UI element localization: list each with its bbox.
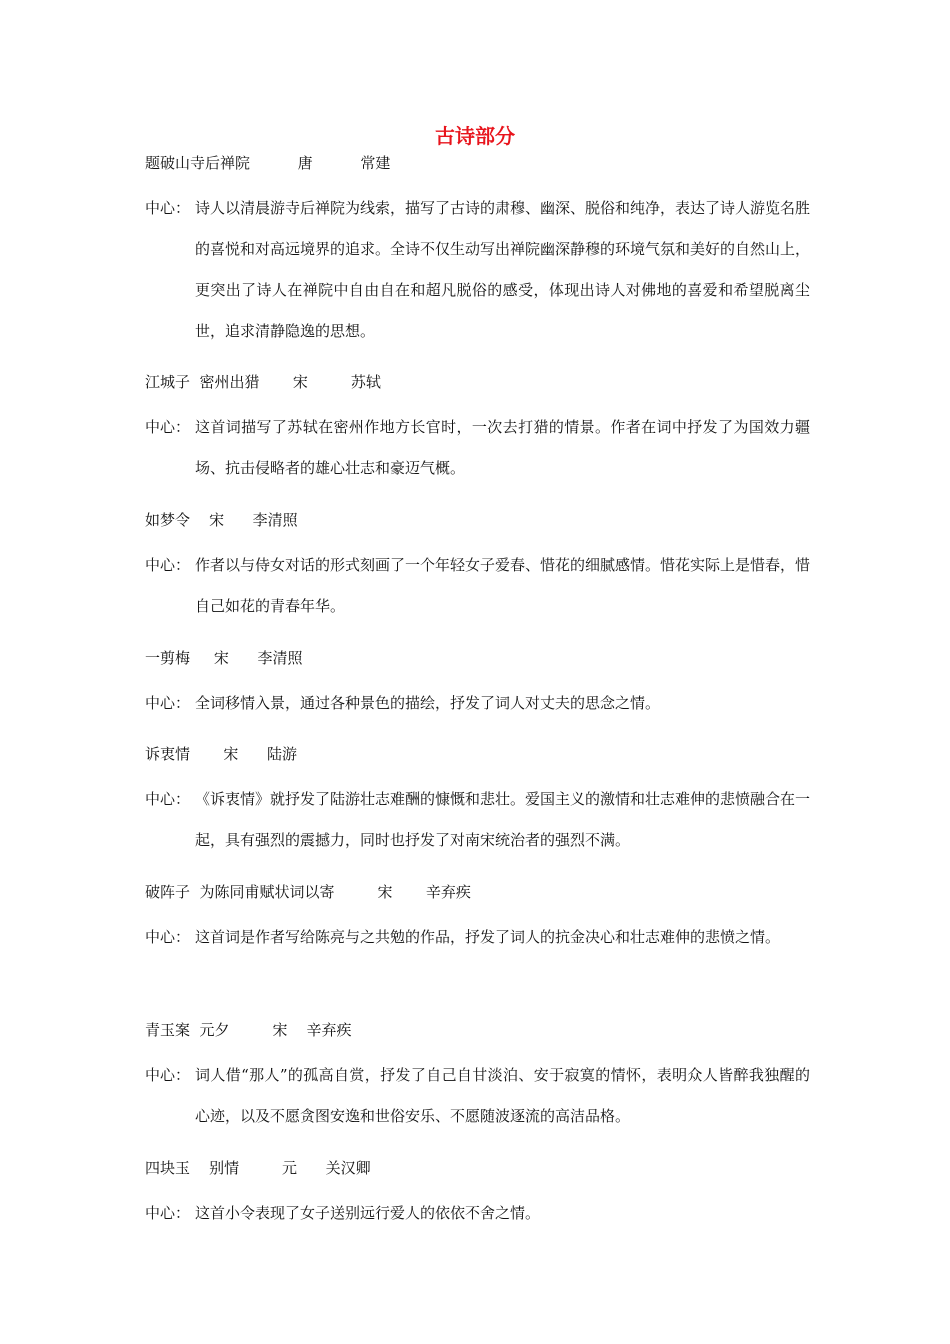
summary-text: 这首小令表现了女子送别远行爱人的依依不舍之情。: [195, 1204, 541, 1222]
summary-text: 词人借“那人”的孤高自赏，抒发了自己自甘淡泊、安于寂寞的情怀，表明众人皆醉我独醒的心迹，以及不愿贪图安逸和世俗安乐、不愿随波逐流的高洁品格。: [195, 1066, 810, 1125]
summary-text: 《诉衷情》就抒发了陆游壮志难酬的慷慨和悲壮。爱国主义的激情和壮志难伸的悲愤融合在一起，具有强烈的震撼力，同时也抒发了对南宋统治者的强烈不满。: [195, 790, 811, 849]
poem-entry: [145, 371, 810, 489]
poem-summary: [145, 1055, 810, 1137]
poem-heading: 破阵子 为陈同甫赋状词以寄 宋 辛弃疾: [145, 883, 471, 901]
summary-label: 中心：: [145, 1066, 191, 1084]
poem-entry: [145, 152, 810, 352]
poem-heading: 一剪梅 宋 李清照: [145, 649, 303, 667]
poem-heading: 诉衷情 宋 陆游: [145, 745, 297, 763]
poem-summary: [145, 917, 810, 958]
poem-entry: [145, 647, 810, 724]
poem-entry: [145, 743, 810, 861]
summary-text: 诗人以清晨游寺后禅院为线索，描写了古诗的肃穆、幽深、脱俗和纯净，表达了诗人游览名胜的喜悦和对高远境界的追求。全诗不仅生动写出禅院幽深静穆的环境气氛和美好的自然山上，更突出了诗人在禅院中自由自在和超凡脱俗的感受，体现出诗人对佛地的喜爱和希望脱离尘世，追求清静隐逸的思想。: [195, 199, 811, 340]
poem-summary: [145, 188, 810, 352]
poem-heading: 四块玉 别情 元 关汉卿: [145, 1159, 371, 1177]
summary-text: 这首词是作者写给陈亮与之共勉的作品，抒发了词人的抗金决心和壮志难伸的悲愤之情。: [195, 928, 781, 946]
poem-summary: [145, 779, 810, 861]
poem-summary: [145, 545, 810, 627]
summary-text: 全词移情入景，通过各种景色的描绘，抒发了词人对丈夫的思念之情。: [195, 694, 661, 712]
summary-label: 中心：: [145, 556, 191, 574]
poem-entry: [145, 509, 810, 627]
summary-label: 中心：: [145, 694, 191, 712]
summary-text: 作者以与侍女对话的形式刻画了一个年轻女子爱春、惜花的细腻感情。惜花实际上是惜春，惜自己如花的青春年华。: [195, 556, 811, 615]
poem-heading: 青玉案 元夕 宋 辛弃疾: [145, 1021, 352, 1039]
poem-heading: 江城子 密州出猎 宋 苏轼: [145, 373, 381, 391]
poem-summary: [145, 683, 810, 724]
summary-label: 中心：: [145, 790, 191, 808]
poem-summary: [145, 407, 810, 489]
summary-label: 中心：: [145, 1204, 191, 1222]
poem-entry: [145, 1019, 810, 1137]
poem-entry: [145, 881, 810, 958]
document-title: 古诗部分: [435, 124, 515, 148]
poem-summary: [145, 1193, 810, 1234]
poem-heading: 题破山寺后禅院 唐 常建: [145, 154, 391, 172]
poem-heading: 如梦令 宋 李清照: [145, 511, 298, 529]
summary-label: 中心：: [145, 928, 191, 946]
poem-entry: [145, 1157, 810, 1234]
summary-label: 中心：: [145, 418, 191, 436]
summary-label: 中心：: [145, 199, 191, 217]
summary-text: 这首词描写了苏轼在密州作地方长官时，一次去打猎的情景。作者在词中抒发了为国效力疆场、抗击侵略者的雄心壮志和豪迈气概。: [195, 418, 810, 477]
